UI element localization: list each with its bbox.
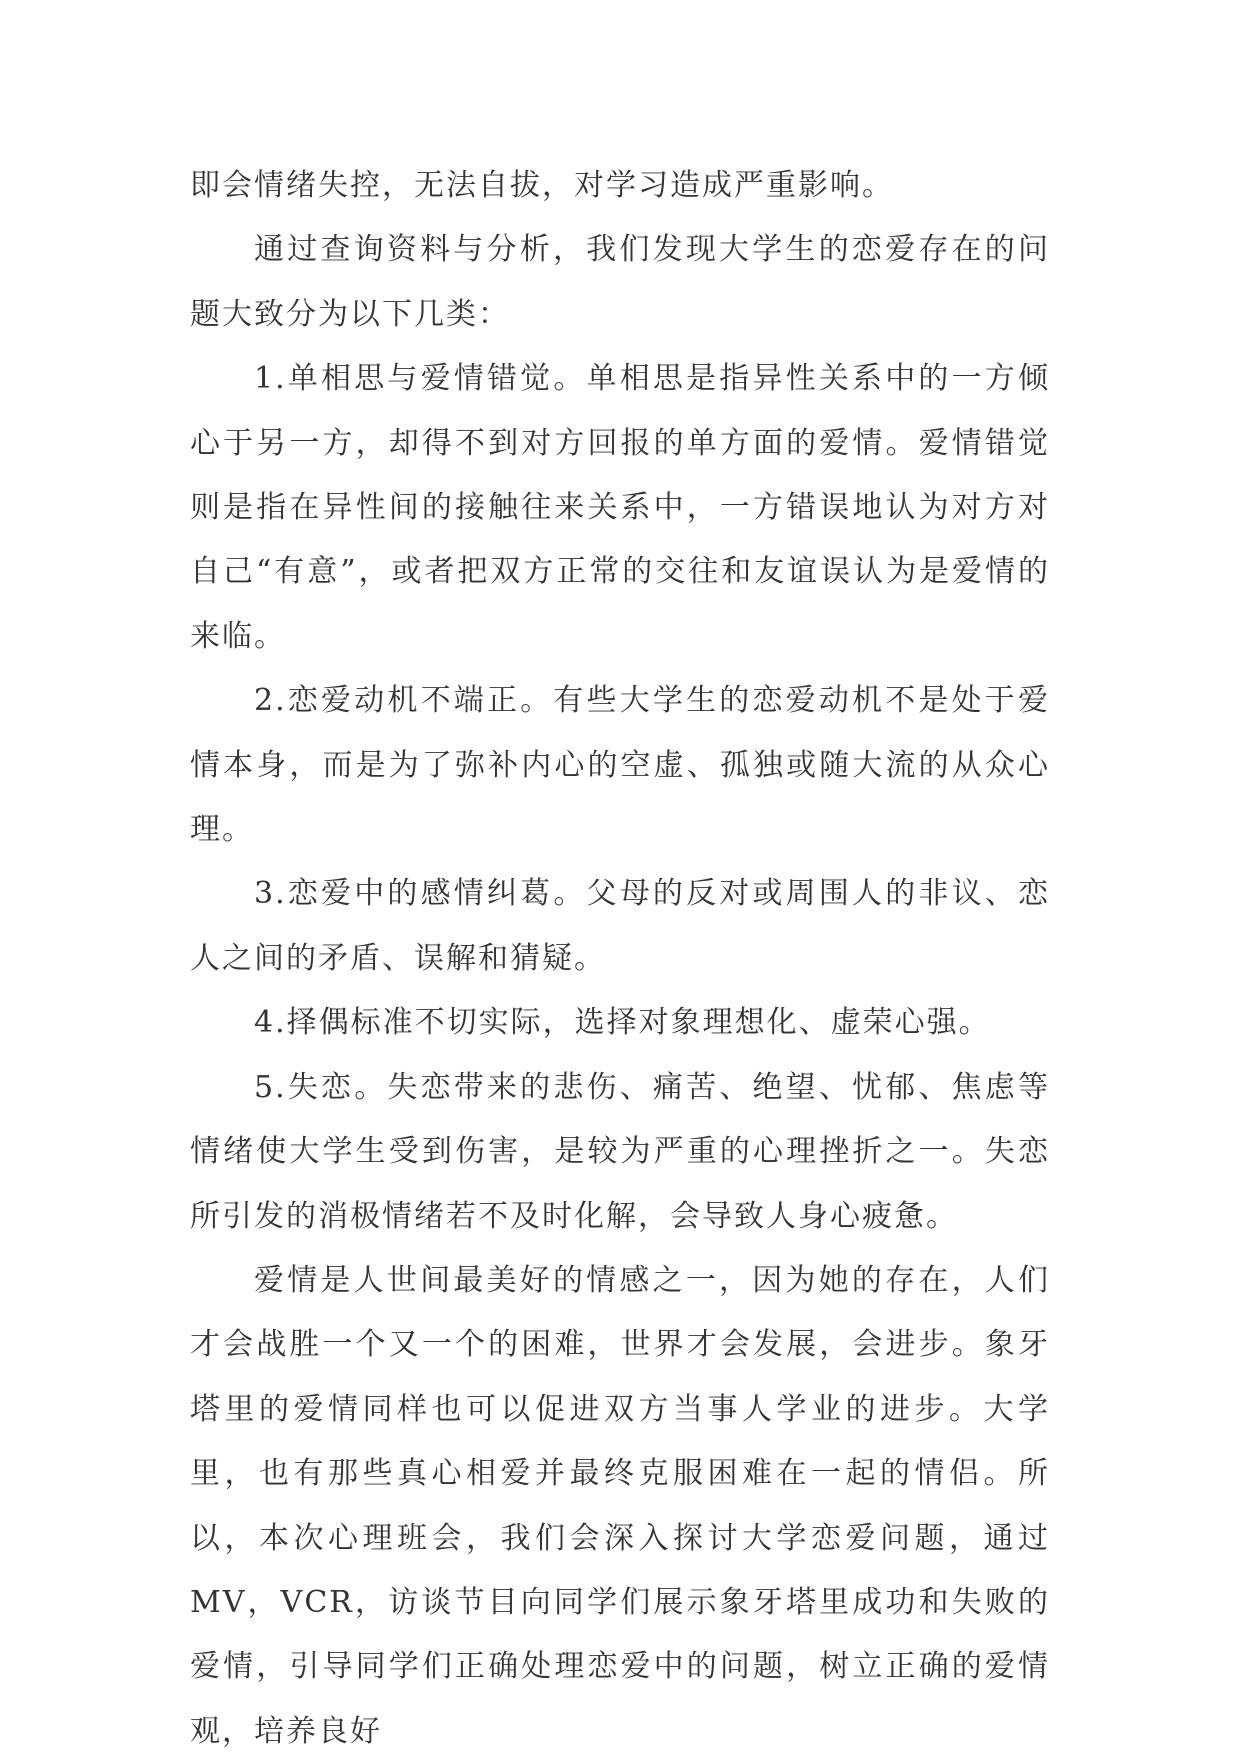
paragraph-item-4: 4.择偶标准不切实际，选择对象理想化、虚荣心强。 [254,1005,991,1041]
paragraph-item-5: 5.失恋。失恋带来的悲伤、痛苦、绝望、忧郁、焦虑等情绪使大学生受到伤害，是较为严重的心理挫折之一。失恋所引发的消极情绪若不及时化解，会导致人身心疲惫。 [190,1069,1050,1234]
paragraph-conclusion: 爱情是人世间最美好的情感之一，因为她的存在，人们才会战胜一个又一个的困难，世界才会发展，会进步。象牙塔里的爱情同样也可以促进双方当事人学业的进步。大学里，也有那些真心相爱并最终克服困难在一起的情侣。所以，本次心理班会，我们会深入探讨大学恋爱问题，通过MV，VCR，访谈节目向同学们展示象牙塔里成功和失败的爱情，引导同学们正确处理恋爱中的问题，树立正确的爱情观，培养良好 [190,1262,1050,1749]
body-text [190,154,1050,1764]
paragraph-item-1: 1.单相思与爱情错觉。单相思是指异性关系中的一方倾心于另一方，却得不到对方回报的单方面的爱情。爱情错觉则是指在异性间的接触往来关系中，一方错误地认为对方对自己“有意”，或者把双方正常的交往和友谊误认为是爱情的来临。 [190,361,1050,654]
paragraph-item-2: 2.恋爱动机不端正。有些大学生的恋爱动机不是处于爱情本身，而是为了弥补内心的空虚、孤独或随大流的从众心理。 [190,683,1050,848]
paragraph-intro: 通过查询资料与分析，我们发现大学生的恋爱存在的问题大致分为以下几类： [190,232,1050,332]
paragraph-item-3: 3.恋爱中的感情纠葛。父母的反对或周围人的非议、恋人之间的矛盾、误解和猜疑。 [190,876,1050,976]
paragraph-continuation: 即会情绪失控，无法自拔，对学习造成严重影响。 [190,168,894,203]
